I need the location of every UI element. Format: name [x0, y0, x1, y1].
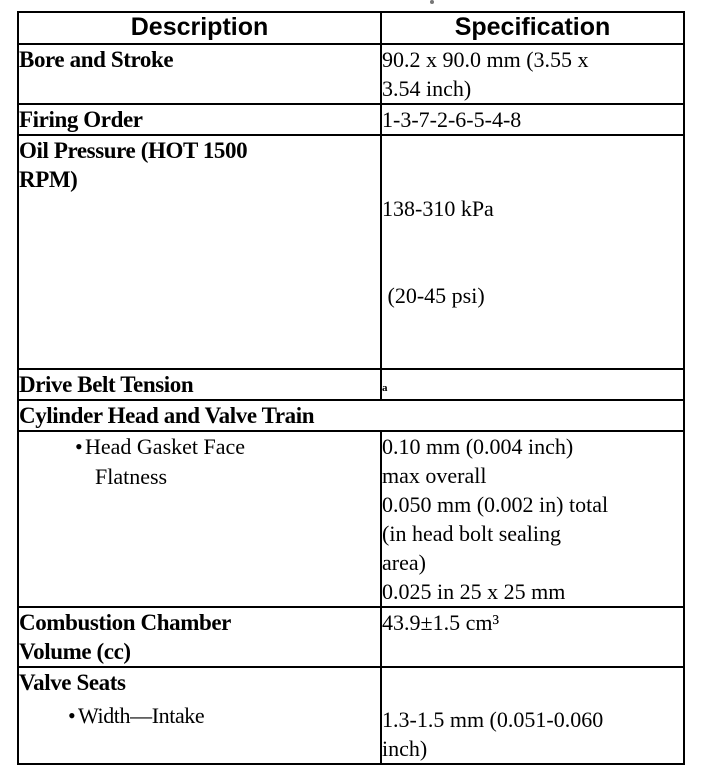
desc-valve-seats [18, 667, 381, 764]
sub-item-width-intake [19, 701, 380, 731]
table-row-section-cylinder-head [18, 400, 684, 431]
table-row-combustion-chamber [18, 607, 684, 667]
spec-combustion-chamber [381, 607, 684, 667]
spec-line: inch) [382, 736, 428, 761]
spec-line: 138-310 kPa [382, 196, 494, 221]
desc-head-gasket [18, 431, 381, 607]
spec-line: 43.9±1.5 cm³ [382, 610, 500, 635]
spec-valve-seats [381, 667, 684, 764]
spec-oil-pressure [381, 135, 684, 369]
desc-line: RPM) [19, 167, 78, 192]
table-row-oil-pressure [18, 135, 684, 369]
specification-table [17, 11, 685, 765]
spec-drive-belt [381, 369, 684, 400]
desc-bore-stroke: Bore and Stroke [18, 44, 381, 104]
scan-speck [430, 0, 434, 4]
desc-drive-belt: Drive Belt Tension [18, 369, 381, 400]
footnote-marker: a [382, 382, 388, 394]
spec-line: 90.2 x 90.0 mm (3.55 x [382, 47, 589, 72]
spec-line: max overall [382, 463, 487, 488]
spec-line: 1.3-1.5 mm (0.051-0.060 [382, 707, 604, 732]
desc-line: Combustion Chamber [19, 610, 231, 635]
spec-firing-order [381, 104, 684, 135]
table-row-firing-order [18, 104, 684, 135]
desc-line: Oil Pressure (HOT 1500 [19, 138, 248, 163]
bullet-icon: • [68, 703, 76, 728]
desc-firing-order: Firing Order [18, 104, 381, 135]
spec-line: 0.050 mm (0.002 in) total [382, 492, 609, 517]
table-row-head-gasket [18, 431, 684, 607]
spec-line: 0.10 mm (0.004 inch) [382, 434, 574, 459]
desc-line: Valve Seats [19, 670, 126, 695]
sub-line-continuation: Flatness [95, 464, 168, 489]
desc-line: Volume (cc) [19, 639, 131, 664]
header-specification: Specification [381, 12, 684, 44]
sub-line: Head Gasket Face [85, 434, 246, 459]
spec-line: 0.025 in 25 x 25 mm [382, 579, 566, 604]
bullet-icon: • [75, 434, 83, 459]
spec-line: 3.54 inch) [382, 76, 472, 101]
sub-line: Width—Intake [78, 703, 205, 728]
desc-oil-pressure [18, 135, 381, 369]
spec-line: area) [382, 550, 426, 575]
spec-line: (in head bolt sealing [382, 521, 562, 546]
spec-bore-stroke [381, 44, 684, 104]
table-row-drive-belt [18, 369, 684, 400]
table-row-bore-stroke [18, 44, 684, 104]
spec-line: (20-45 psi) [382, 283, 485, 308]
spec-line: 1-3-7-2-6-5-4-8 [382, 107, 522, 132]
header-description: Description [18, 12, 381, 44]
section-cylinder-head: Cylinder Head and Valve Train [18, 400, 684, 431]
table-row-valve-seats [18, 667, 684, 764]
table-header-row [18, 12, 684, 44]
desc-combustion-chamber [18, 607, 381, 667]
sub-item-head-gasket [19, 432, 380, 462]
spec-head-gasket [381, 431, 684, 607]
